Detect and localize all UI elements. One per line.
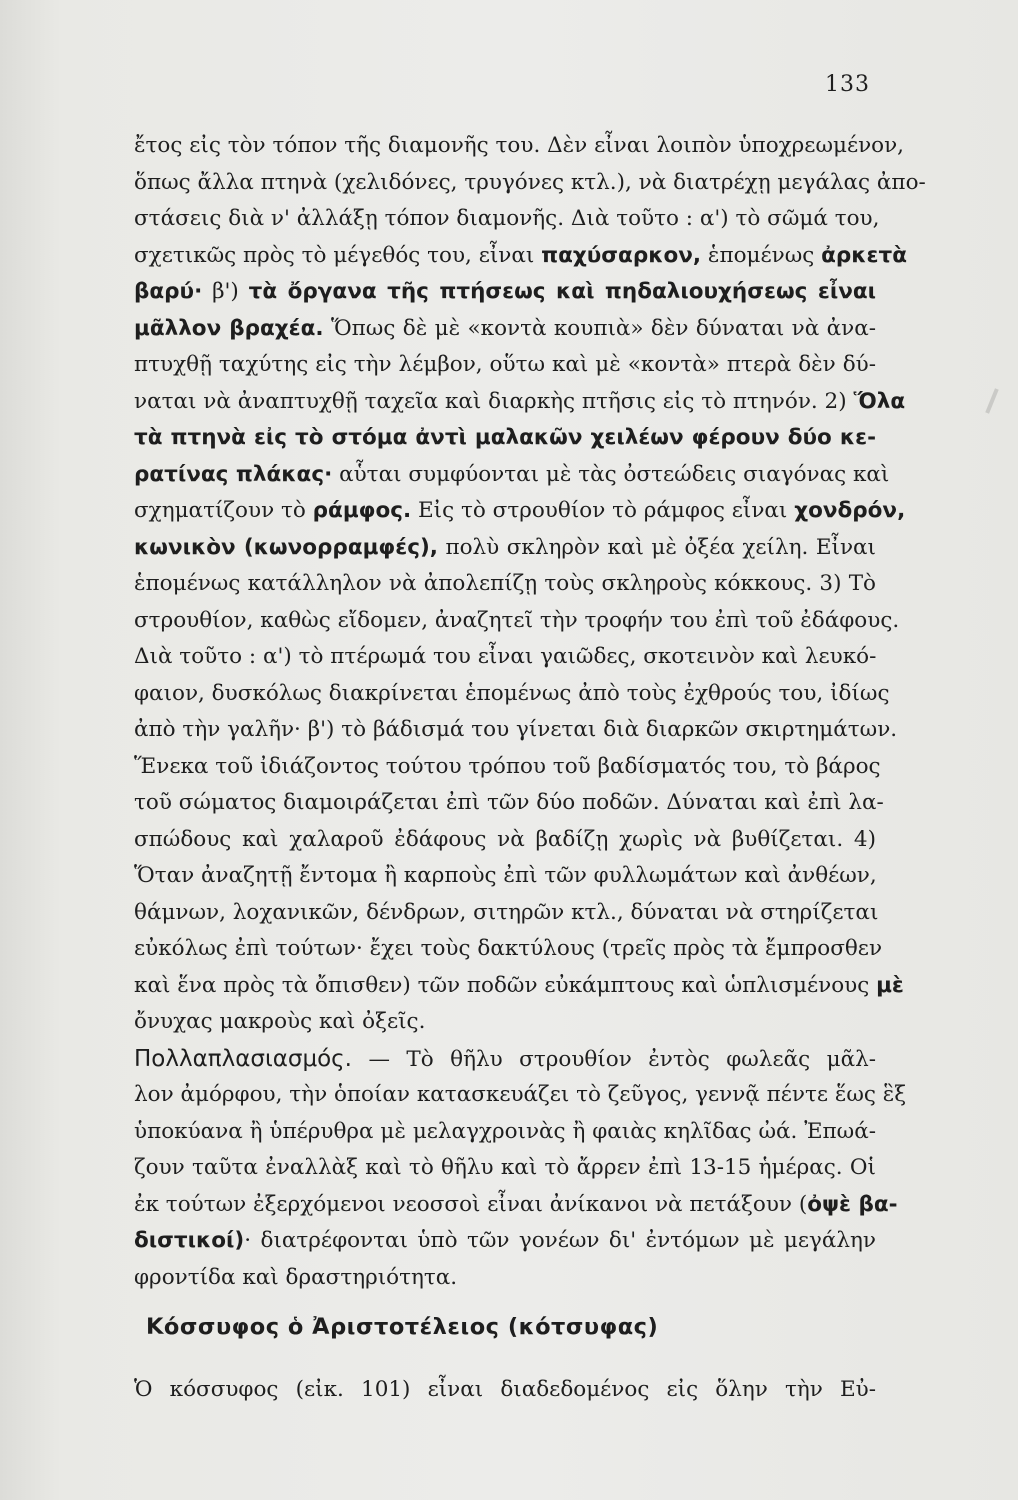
text-segment: σχηματίζουν τὸ bbox=[134, 498, 313, 523]
text-line bbox=[134, 128, 905, 165]
text-line bbox=[134, 931, 883, 968]
text-segment: ὄνυχας μακροὺς καὶ ὀξεῖς. bbox=[134, 1009, 426, 1034]
paragraph-heading: Πολλαπλασιασμός. bbox=[134, 1045, 352, 1072]
bold-text: μᾶλλον βραχέα. bbox=[134, 315, 324, 341]
text-segment: β') bbox=[202, 279, 249, 304]
text-line bbox=[134, 749, 881, 786]
text-line bbox=[134, 785, 884, 822]
page-mark bbox=[985, 388, 998, 414]
bold-text: διστικοί) bbox=[134, 1228, 245, 1253]
text-line bbox=[134, 384, 906, 421]
text-line bbox=[134, 1041, 876, 1078]
text-line bbox=[134, 968, 904, 1005]
text-segment: ἑπομένως bbox=[701, 242, 822, 268]
text-segment: καὶ ἕνα πρὸς τὰ ὄπισθεν) τῶν ποδῶν εὐκάμπτους καὶ ὡπλισμένους bbox=[134, 972, 877, 998]
text-segment: θάμνων, λοχανικῶν, δένδρων, σιτηρῶν κτλ., δύναται νὰ στηρίζεται bbox=[134, 899, 879, 925]
text-line bbox=[134, 1223, 876, 1260]
bold-text: χονδρόν, bbox=[794, 498, 906, 523]
text-line bbox=[134, 347, 876, 384]
text-segment: · διατρέφονται ὑπὸ τῶν γονέων δι' ἐντόμων μὲ μεγάλην bbox=[244, 1228, 876, 1253]
text-line bbox=[134, 420, 876, 457]
bold-text: Ὅλα bbox=[853, 388, 906, 414]
text-segment: στάσεις διὰ ν' ἀλλάξῃ τόπον διαμονῆς. Διὰ τοῦτο : α') τὸ σῶμά του, bbox=[134, 206, 880, 231]
text-segment: αὗται συμφύονται μὲ τὰς ὀστεώδεις σιαγόνας καὶ bbox=[332, 461, 890, 487]
text-line bbox=[134, 1187, 898, 1224]
text-segment: λον ἀμόρφου, τὴν ὁποίαν κατασκευάζει τὸ ζεῦγος, γεννᾷ πέντε ἕως ἓξ bbox=[134, 1082, 907, 1107]
text-segment: ναται νὰ ἀναπτυχθῇ ταχεῖα καὶ διαρκὴς πτῆσις εἰς τὸ πτηνόν. 2) bbox=[134, 388, 854, 414]
bold-text: ὀψὲ βα- bbox=[807, 1191, 898, 1217]
text-line bbox=[134, 1004, 876, 1041]
page-number: 133 bbox=[825, 72, 870, 97]
text-line bbox=[134, 895, 879, 932]
text-segment: Ὅπως δὲ μὲ «κοντὰ κουπιὰ» δὲν δύναται νὰ ἀνα- bbox=[323, 315, 877, 341]
text-segment: ἔτος εἰς τὸν τόπον τῆς διαμονῆς του. Δὲν εἶναι λοιπὸν ὑποχρεωμένον, bbox=[134, 133, 905, 158]
text-line bbox=[134, 493, 906, 530]
text-line bbox=[134, 639, 876, 676]
text-line bbox=[134, 457, 890, 494]
text-segment: ὑποκύανα ἢ ὑπέρυθρα μὲ μελαγχροινὰς ἢ φαιὰς κηλῖδας ὠά. Ἐπωά- bbox=[134, 1118, 876, 1144]
text-segment: πτυχθῇ ταχύτης εἰς τὴν λέμβον, οὕτω καὶ μὲ «κοντὰ» πτερὰ δὲν δύ- bbox=[134, 352, 876, 377]
text-line bbox=[134, 201, 880, 238]
text-segment: ὅπως ἄλλα πτηνὰ (χελιδόνες, τρυγόνες κτλ.), νὰ διατρέχῃ μεγάλας ἀπο- bbox=[134, 169, 926, 195]
text-segment: Ὅταν ἀναζητῇ ἔντομα ἢ καρποὺς ἐπὶ τῶν φυλλωμάτων καὶ ἀνθέων, bbox=[134, 863, 877, 888]
text-line bbox=[134, 274, 876, 311]
bold-text: ρατίνας πλάκας· bbox=[134, 461, 333, 487]
text-line bbox=[134, 1077, 907, 1114]
text-segment: πολὺ σκληρὸν καὶ μὲ ὀξέα χείλη. Εἶναι bbox=[437, 534, 876, 560]
bold-text: κωνικὸν (κωνορραμφές), bbox=[134, 534, 438, 560]
text-segment: φαιον, δυσκόλως διακρίνεται ἑπομένως ἀπὸ τοὺς ἐχθρούς του, ἰδίως bbox=[134, 680, 890, 706]
bold-text: βαρύ· bbox=[134, 279, 203, 304]
text-line bbox=[134, 165, 926, 202]
text-line bbox=[134, 1260, 876, 1297]
text-line bbox=[134, 1150, 876, 1187]
bold-text: ράμφος. bbox=[312, 498, 412, 523]
text-line bbox=[134, 566, 876, 603]
text-segment: φροντίδα καὶ δραστηριότητα. bbox=[134, 1264, 458, 1290]
section-first-line: Ὁ κόσσυφος (εἰκ. 101) εἶναι διαδεδομένος εἰς ὅλην τὴν Εὐ- bbox=[134, 1377, 876, 1402]
section-heading: Κόσσυφος ὁ Ἀριστοτέλειος (κότσυφας) bbox=[146, 1314, 659, 1340]
text-segment: ἐκ τούτων ἐξερχόμενοι νεοσσοὶ εἶναι ἀνίκανοι νὰ πετάξουν ( bbox=[134, 1191, 808, 1217]
text-segment: εὐκόλως ἐπὶ τούτων· ἔχει τοὺς δακτύλους (τρεῖς πρὸς τὰ ἔμπροσθεν bbox=[134, 936, 883, 961]
bold-text: μὲ bbox=[876, 972, 904, 998]
text-line bbox=[134, 822, 876, 859]
bold-text: τὰ πτηνὰ εἰς τὸ στόμα ἀντὶ μαλακῶν χειλέων φέρουν δύο κε- bbox=[134, 425, 876, 450]
body-text bbox=[134, 128, 926, 1296]
text-line bbox=[134, 712, 898, 749]
bold-text: ἀρκετὰ bbox=[821, 242, 908, 268]
text-segment: τοῦ σώματος διαμοιράζεται ἐπὶ τῶν δύο ποδῶν. Δύναται καὶ ἐπὶ λα- bbox=[134, 790, 884, 815]
text-line bbox=[134, 311, 876, 348]
bold-text: παχύσαρκον, bbox=[541, 242, 702, 268]
text-segment: σπώδους καὶ χαλαροῦ ἐδάφους νὰ βαδίζῃ χωρὶς νὰ βυθίζεται. 4) bbox=[134, 826, 876, 852]
text-segment: Εἰς τὸ στρουθίον τὸ ράμφος εἶναι bbox=[411, 498, 795, 523]
text-line bbox=[134, 858, 876, 895]
text-line bbox=[134, 603, 900, 640]
text-segment: ἑπομένως κατάλληλον νὰ ἀπολεπίζῃ τοὺς σκληροὺς κόκκους. 3) Τὸ bbox=[134, 571, 876, 596]
text-segment: Διὰ τοῦτο : α') τὸ πτέρωμά του εἶναι γαιῶδες, σκοτεινὸν καὶ λευκό- bbox=[134, 644, 877, 669]
text-line bbox=[134, 238, 908, 275]
text-line bbox=[134, 676, 890, 713]
text-segment: στρουθίον, καθὼς εἴδομεν, ἀναζητεῖ τὴν τροφήν του ἐπὶ τοῦ ἐδάφους. bbox=[134, 607, 900, 633]
bold-text: τὰ ὄργανα τῆς πτήσεως καὶ πηδαλιουχήσεως εἶναι bbox=[248, 279, 876, 304]
text-segment: Ἕνεκα τοῦ ἰδιάζοντος τούτου τρόπου τοῦ βαδίσματός του, τὸ βάρος bbox=[134, 753, 881, 779]
text-segment: σχετικῶς πρὸς τὸ μέγεθός του, εἶναι bbox=[134, 242, 542, 268]
text-segment: ζουν ταῦτα ἐναλλὰξ καὶ τὸ θῆλυ καὶ τὸ ἄρρεν ἐπὶ 13-15 ἡμέρας. Οἱ bbox=[134, 1155, 876, 1180]
text-line bbox=[134, 1114, 876, 1151]
text-line bbox=[134, 530, 876, 567]
text-segment: — Τὸ θῆλυ στρουθίον ἐντὸς φωλεᾶς μᾶλ- bbox=[351, 1046, 876, 1072]
text-segment: ἀπὸ τὴν γαλῆν· β') τὸ βάδισμά του γίνεται διὰ διαρκῶν σκιρτημάτων. bbox=[134, 717, 898, 742]
